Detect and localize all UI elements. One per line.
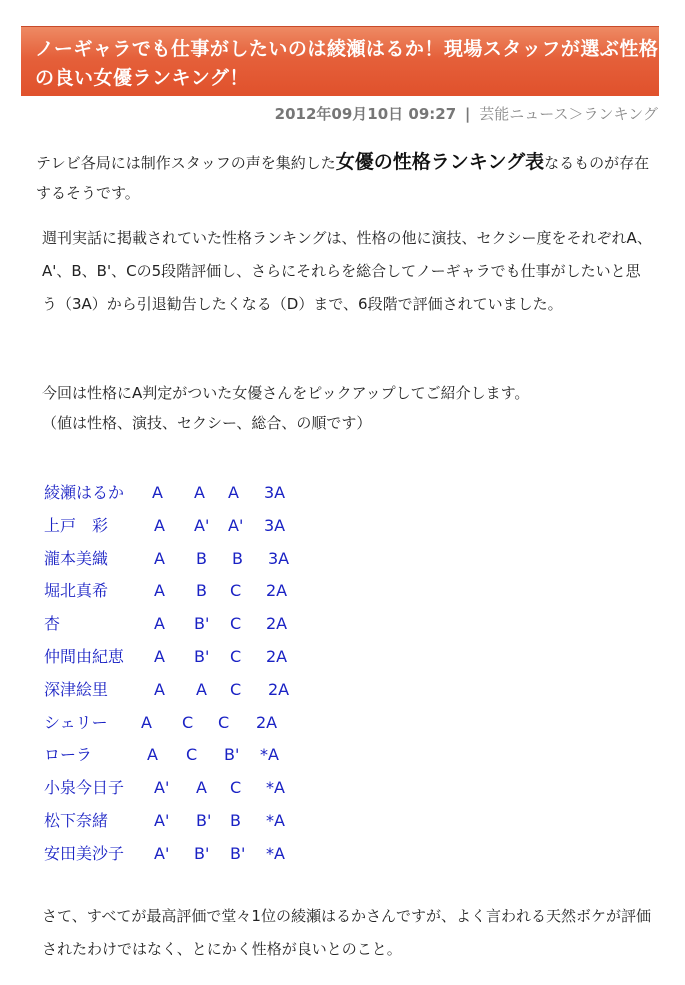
overall-grade: 2A	[268, 679, 290, 699]
acting-grade: A'	[194, 515, 210, 535]
rating-row	[44, 543, 444, 576]
meta-separator: |	[464, 105, 471, 123]
paragraph-conclusion: さて、すべてが最高評価で堂々1位の綾瀬はるかさんですが、よく言われる天然ボケが評価されたわけではなく、とにかく性格が良いとのこと。	[42, 907, 651, 958]
sexy-grade: C	[230, 581, 242, 601]
rating-row	[44, 477, 444, 510]
acting-grade: B	[196, 548, 207, 568]
sexy-grade: C	[230, 679, 242, 699]
overall-grade: 2A	[266, 581, 288, 601]
actress-name: 安田美沙子	[44, 843, 125, 863]
rating-row	[44, 641, 444, 674]
intro-line: 今回は性格にA判定がついた女優さんをピックアップしてご紹介します。	[42, 384, 530, 402]
personality-grade: A	[154, 614, 165, 634]
personality-grade: A	[154, 548, 165, 568]
lead-paragraph	[36, 147, 656, 208]
rating-row	[44, 608, 444, 641]
overall-grade: 2A	[256, 712, 278, 732]
personality-grade: A	[154, 646, 165, 666]
publish-date: 2012年09月10日 09:27	[274, 105, 457, 123]
sexy-grade: B	[230, 810, 241, 830]
acting-grade: B'	[194, 843, 210, 863]
overall-grade: *A	[266, 843, 285, 863]
acting-grade: B'	[194, 614, 210, 634]
sexy-grade: B'	[230, 843, 246, 863]
rating-row	[44, 805, 444, 838]
rating-row	[44, 510, 444, 543]
personality-grade: A'	[154, 843, 170, 863]
acting-grade: B'	[196, 810, 212, 830]
actress-name: 瀧本美織	[44, 548, 109, 568]
acting-grade: A	[196, 679, 207, 699]
overall-grade: 3A	[264, 483, 286, 502]
sexy-grade: C	[218, 712, 230, 732]
overall-grade: 2A	[266, 614, 288, 634]
rating-row	[44, 575, 444, 608]
sexy-grade: B	[232, 548, 243, 568]
paragraph-introduction	[42, 378, 654, 438]
acting-grade: C	[186, 745, 198, 765]
acting-grade: A	[194, 483, 205, 502]
article-meta	[275, 103, 658, 124]
intro-note: （値は性格、演技、セクシー、総合、の順です）	[42, 414, 372, 432]
rating-row	[44, 674, 444, 707]
actress-name: 堀北真希	[44, 581, 109, 601]
personality-grade: A	[154, 581, 165, 601]
actress-name: シェリー	[44, 712, 108, 732]
lead-emphasis: 女優の性格ランキング表	[335, 151, 545, 173]
sexy-grade: C	[230, 614, 242, 634]
sexy-grade: C	[230, 646, 242, 666]
actress-name: ローラ	[44, 745, 93, 765]
personality-grade: A	[141, 712, 152, 732]
acting-grade: B'	[194, 646, 210, 666]
personality-grade: A'	[154, 778, 170, 798]
actress-name: 綾瀬はるか	[44, 483, 125, 502]
category-breadcrumb[interactable]: 芸能ニュース＞ランキング	[479, 105, 658, 123]
rating-row	[44, 707, 444, 740]
personality-grade: A	[147, 745, 158, 765]
ratings-list	[44, 477, 444, 871]
paragraph-rating-explanation: 週刊実話に掲載されていた性格ランキングは、性格の他に演技、セクシー度をそれぞれA、A'、B、B'、Cの5段階評価し、さらにそれらを総合してノーギャラでも仕事がしたいと思う（3A）から引退勧告したくなる（D）まで、6段階で評価されていました。	[42, 229, 652, 313]
overall-grade: *A	[266, 810, 285, 830]
personality-grade: A	[154, 515, 165, 535]
article-title: ノーギャラでも仕事がしたいのは綾瀬はるか！現場スタッフが選ぶ性格の良い女優ランキング！	[35, 38, 659, 89]
rating-row	[44, 739, 444, 772]
overall-grade: 2A	[266, 646, 288, 666]
personality-grade: A'	[154, 810, 170, 830]
sexy-grade: C	[230, 778, 242, 798]
actress-name: 深津絵里	[44, 679, 109, 699]
overall-grade: *A	[260, 745, 279, 765]
actress-name: 杏	[44, 614, 61, 634]
actress-name: 上戸 彩	[44, 515, 109, 535]
actress-name: 小泉今日子	[44, 778, 125, 798]
acting-grade: B	[196, 581, 207, 601]
personality-grade: A	[152, 483, 163, 502]
overall-grade: *A	[266, 778, 285, 798]
sexy-grade: A	[228, 483, 239, 502]
rating-row	[44, 772, 444, 805]
sexy-grade: B'	[224, 745, 240, 765]
actress-name: 仲間由紀恵	[44, 646, 125, 666]
actress-name: 松下奈緒	[44, 810, 109, 830]
personality-grade: A	[154, 679, 165, 699]
rating-row	[44, 838, 444, 871]
acting-grade: A	[196, 778, 207, 798]
article-title-banner	[21, 26, 659, 96]
lead-text-pre: テレビ各局には制作スタッフの声を集約した	[36, 154, 336, 172]
overall-grade: 3A	[268, 548, 290, 568]
acting-grade: C	[182, 712, 194, 732]
overall-grade: 3A	[264, 515, 286, 535]
sexy-grade: A'	[228, 515, 244, 535]
lead-text-post: なるものが存在するそうです。	[36, 154, 650, 202]
